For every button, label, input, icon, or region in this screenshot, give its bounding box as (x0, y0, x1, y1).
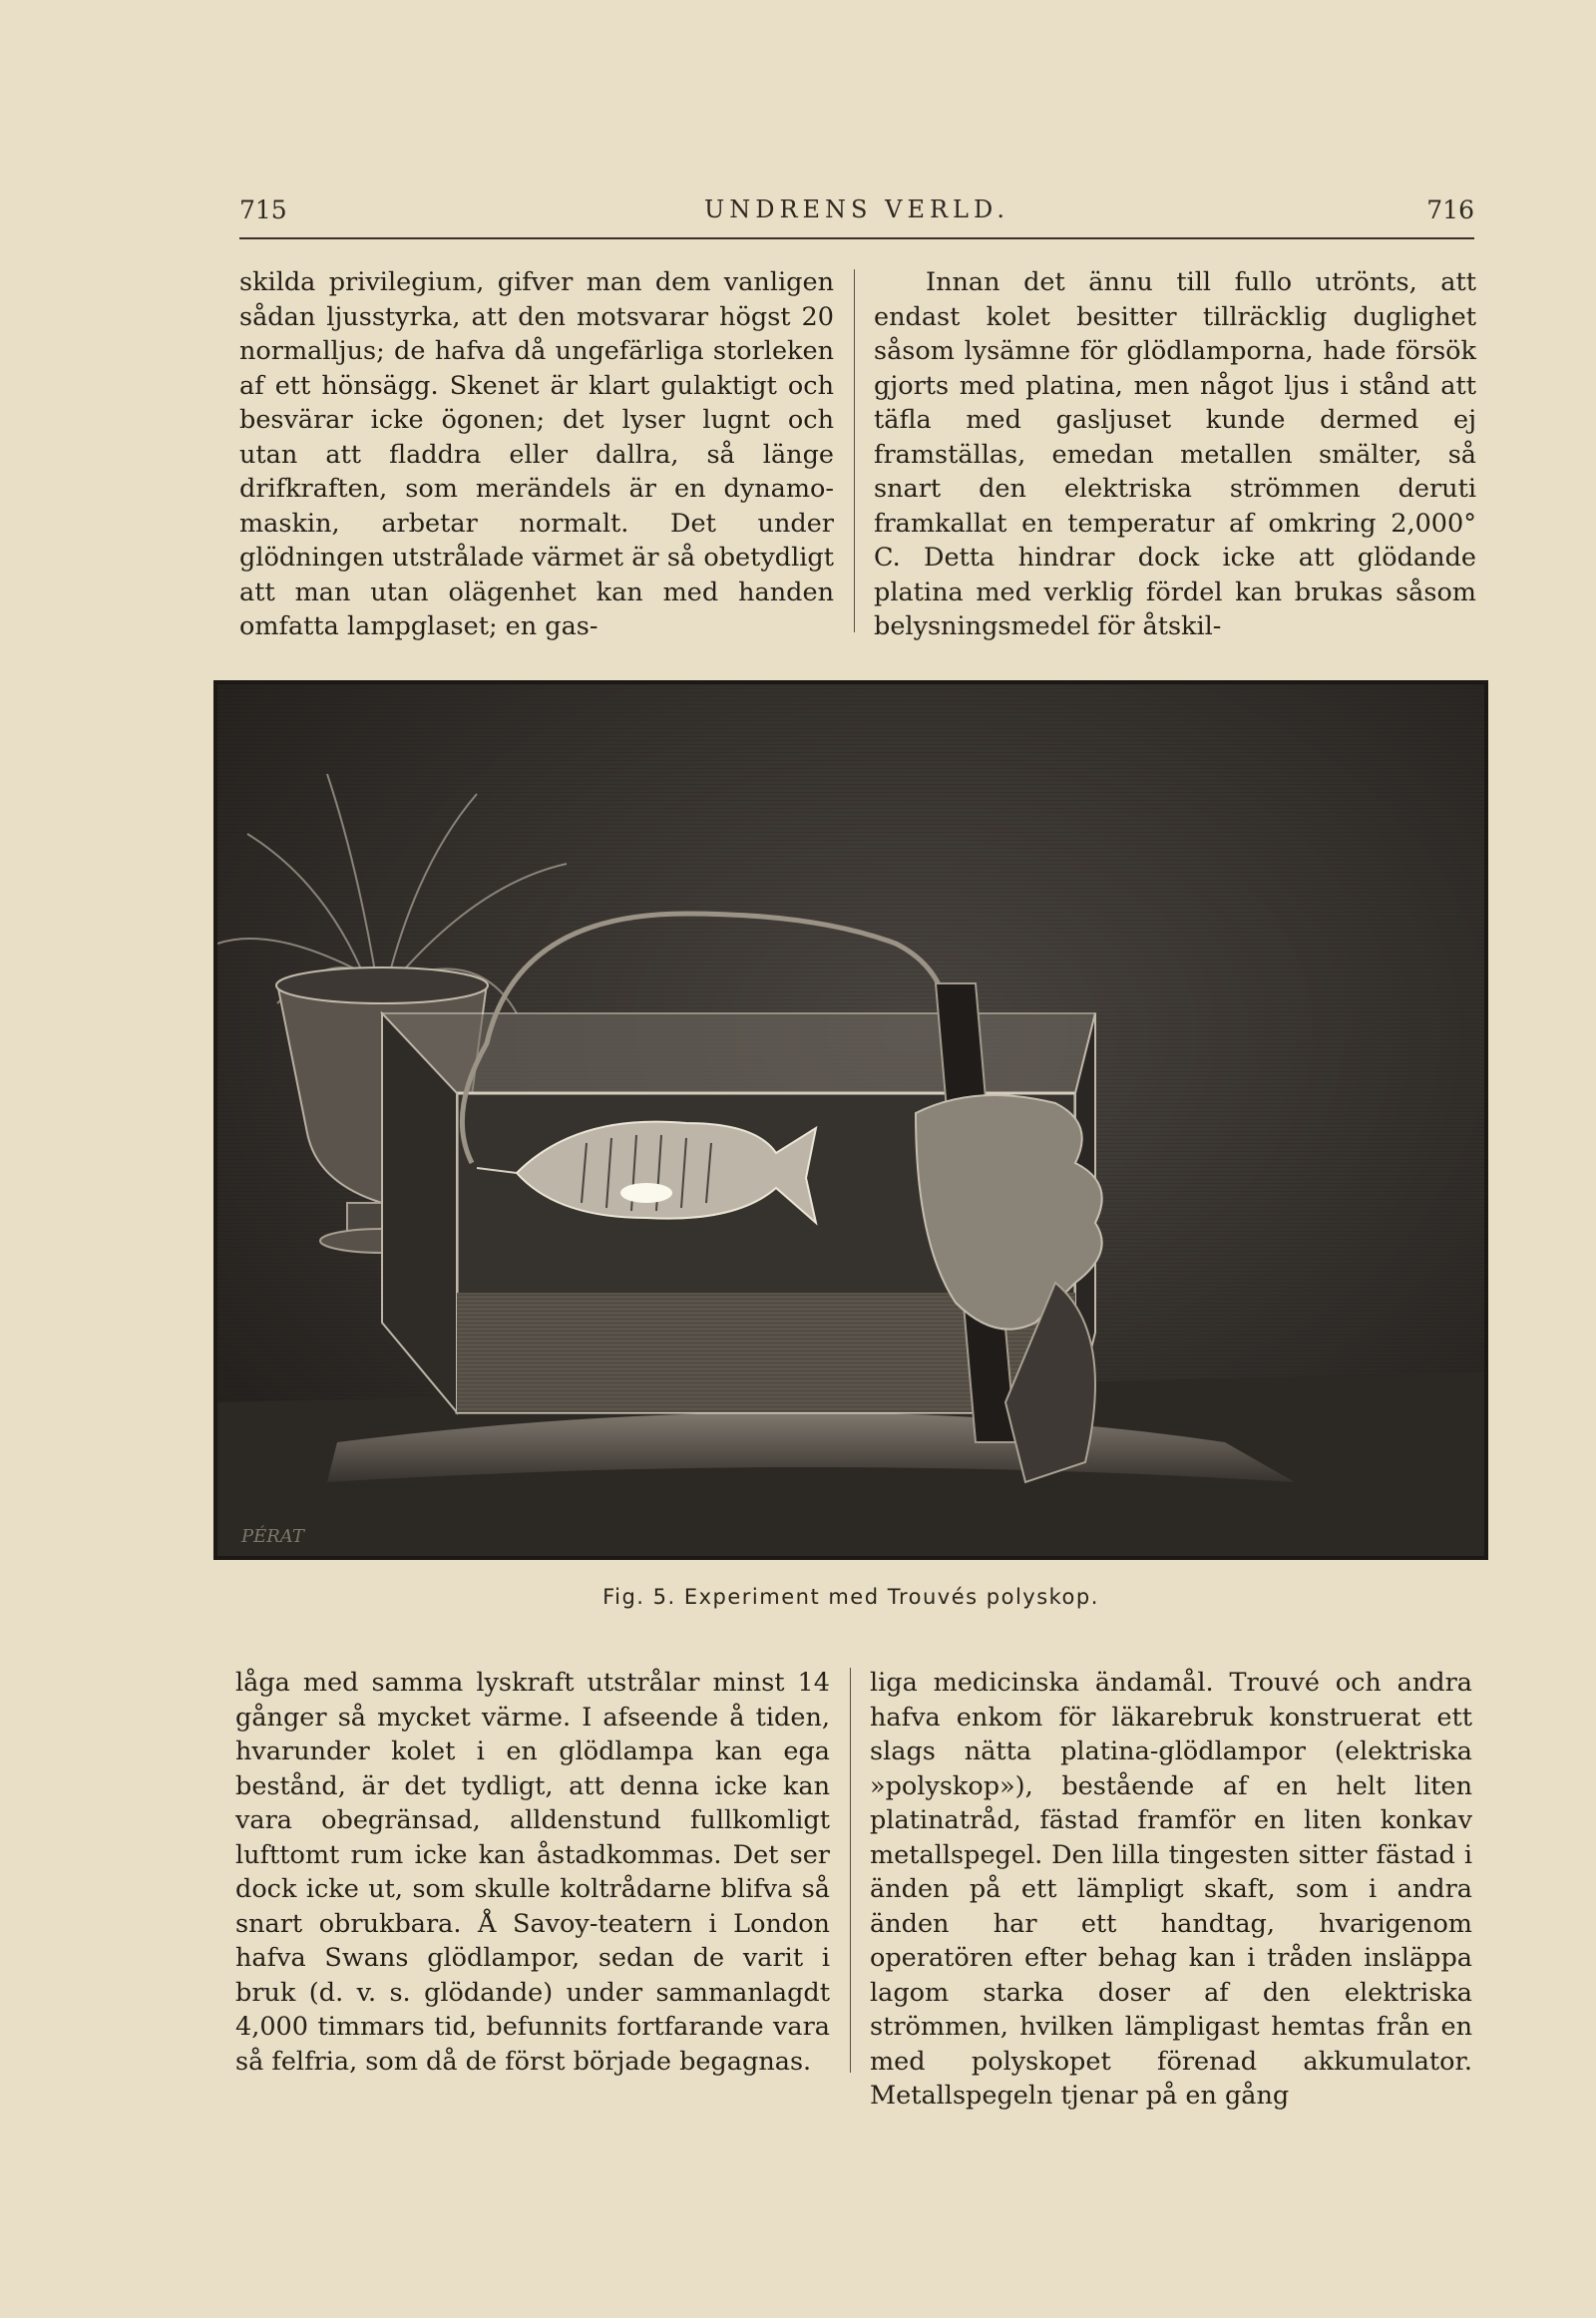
text-column-top-right (874, 265, 1476, 644)
column-divider-top (854, 269, 855, 632)
paragraph: Innan det ännu till fullo utrönts, att endast kolet besitter tillräcklig duglighet såsom lysämne för glödlamporna, hade försök gjorts med platina, men något ljus i stånd att täfla med gasljuset kunde dermed ej framställas, emedan metallen smälter, så snart den elektriska strömmen deruti framkallat en temperatur af omkring 2,000° C. Detta hindrar dock icke att glödande platina med verklig fördel kan brukas såsom belysningsmedel för åtskil- (874, 267, 1476, 641)
page-number-left: 715 (239, 195, 287, 224)
paragraph: låga med samma lyskraft utstrålar minst 14 gånger så mycket värme. I afseende å tiden, hvarunder kolet i en glödlampa kan ega bestånd, är det tydligt, att denna icke kan vara obegränsad, alldenstund fullkomligt lufttomt rum icke kan åstadkommas. Det ser dock icke ut, som skulle koltrådarne blifva så snart obrukbara. Å Savoy-teatern i London hafva Swans glödlampor, sedan de varit i bruk (d. v. s. glödande) under sammanlagdt 4,000 timmars tid, befunnits fortfarande vara så felfria, som då de först började begagnas. (235, 1668, 830, 2077)
page-number-right: 716 (1426, 195, 1474, 224)
paragraph: liga medicinska ändamål. Trouvé och andra hafva enkom för läkarebruk konstruerat ett slags nätta platina-glödlampor (elektriska »polyskop»), bestående af en helt liten platinatråd, fästad framför en liten konkav metallspegel. Den lilla tingesten sitter fästad i änden på ett lämpligt skaft, som i andra änden har ett handtag, hvarigenom operatören efter behag kan i tråden insläppa lagom starka doser af den elektriska strömmen, hvilken lämpligast hemtas från en med polyskopet förenad akkumulator. Metallspegeln tjenar på en gång (870, 1668, 1472, 2111)
engraving-figure (213, 680, 1488, 1560)
header-rule (239, 237, 1474, 239)
figure-caption: Fig. 5. Experiment med Trouvés polyskop. (602, 1585, 1099, 1609)
text-column-bottom-left (235, 1666, 830, 2079)
text-column-bottom-right (870, 1666, 1472, 2114)
engraver-signature: PÉRAT (241, 1526, 304, 1547)
engraving-illustration (217, 684, 1484, 1556)
running-header (239, 195, 1474, 235)
column-divider-bottom (850, 1668, 851, 2073)
paragraph: skilda privilegium, gifver man dem vanligen sådan ljusstyrka, att den motsvarar högst 20 normalljus; de hafva då ungefärliga storleken af ett hönsägg. Skenet är klart gulaktigt och besvärar icke ögonen; det lyser lugnt och utan att fladdra eller dallra, så länge drifkraften, som merändels är en dynamo-maskin, arbetar normalt. Det under glödningen utstrålade värmet är så obetydligt att man utan olägenhet kan med handen omfatta lampglaset; en gas- (239, 267, 834, 641)
running-title: UNDRENS VERLD. (703, 195, 1009, 223)
text-column-top-left (239, 265, 834, 644)
